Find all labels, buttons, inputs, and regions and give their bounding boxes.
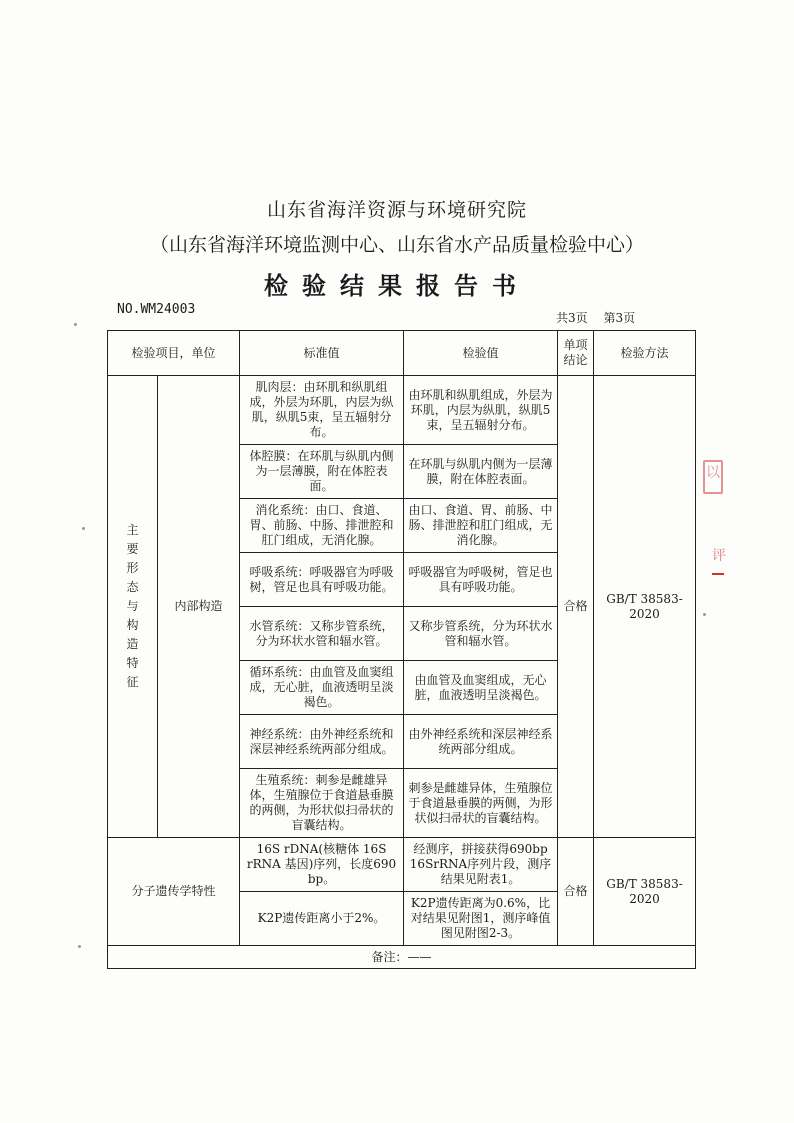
red-stamp-mark: 评 (712, 548, 726, 564)
standard-cell: 生殖系统：刺参是雌雄异体，生殖腺位于食道悬垂膜的两侧，为形状似扫帚状的盲囊结构。 (240, 769, 404, 838)
header-item: 检验项目，单位 (108, 331, 240, 376)
result-cell: K2P遗传距离为0.6%，比对结果见附图1，测序峰值图见附图2-3。 (404, 892, 558, 946)
header-method: 检验方法 (594, 331, 696, 376)
notes-cell: 备注：—— (108, 946, 696, 969)
standard-cell: 呼吸系统：呼吸器官为呼吸树，管足也具有呼吸功能。 (240, 553, 404, 607)
result-cell: 由外神经系统和深层神经系统两部分组成。 (404, 715, 558, 769)
standard-cell: 水管系统：又称步管系统，分为环状水管和辐水管。 (240, 607, 404, 661)
total-pages: 共3页 (556, 311, 588, 325)
report-number: NO.WM24003 (117, 302, 196, 317)
scan-speck (74, 323, 77, 326)
result-cell: 又称步管系统，分为环状水管和辐水管。 (404, 607, 558, 661)
standard-cell: 体腔膜：在环肌与纵肌内侧为一层薄膜，附在体腔表面。 (240, 445, 404, 499)
method-cell: GB/T 38583-2020 (594, 376, 696, 838)
standard-cell: 消化系统：由口、食道、胃、前肠、中肠、排泄腔和肛门组成，无消化腺。 (240, 499, 404, 553)
header-standard: 标准值 (240, 331, 404, 376)
scan-speck (703, 613, 706, 616)
page-indicator (556, 309, 635, 326)
subcategory-internal: 内部构造 (158, 376, 240, 838)
scan-speck (82, 527, 85, 530)
header-result: 检验值 (404, 331, 558, 376)
result-cell: 刺参是雌雄异体，生殖腺位于食道悬垂膜的两侧，为形状似扫帚状的盲囊结构。 (404, 769, 558, 838)
scan-speck (78, 945, 81, 948)
standard-cell: 肌肉层：由环肌和纵肌组成，外层为环肌，内层为纵肌，纵肌5束，呈五辐射分布。 (240, 376, 404, 445)
result-cell: 由环肌和纵肌组成，外层为环肌，内层为纵肌，纵肌5束，呈五辐射分布。 (404, 376, 558, 445)
result-cell: 在环肌与纵肌内侧为一层薄膜，附在体腔表面。 (404, 445, 558, 499)
table-row (108, 376, 696, 445)
institute-name: 山东省海洋资源与环境研究院 (266, 199, 527, 221)
red-stamp-mark: 以 (703, 460, 723, 494)
category-molecular: 分子遗传学特性 (108, 838, 240, 946)
result-cell: 由口、食道、胃、前肠、中肠、排泄腔和肛门组成，无消化腺。 (404, 499, 558, 553)
notes-row (108, 946, 696, 969)
standard-cell: K2P遗传距离小于2%。 (240, 892, 404, 946)
standard-cell: 神经系统：由外神经系统和深层神经系统两部分组成。 (240, 715, 404, 769)
institute-subname: （山东省海洋环境监测中心、山东省水产品质量检验中心） (149, 234, 644, 256)
inspection-table (107, 330, 696, 969)
result-cell: 由血管及血窦组成，无心脏，血液透明呈淡褐色。 (404, 661, 558, 715)
standard-cell: 16S rDNA(核糖体 16S rRNA 基因)序列，长度690 bp。 (240, 838, 404, 892)
result-cell: 经测序，拼接获得690bp 16SrRNA序列片段，测序结果见附表1。 (404, 838, 558, 892)
method-cell: GB/T 38583-2020 (594, 838, 696, 946)
report-title: 检验结果报告书 (264, 271, 530, 300)
table-row (108, 838, 696, 892)
conclusion-cell: 合格 (558, 376, 594, 838)
standard-cell: 循环系统：由血管及血窦组成，无心脏，血液透明呈淡褐色。 (240, 661, 404, 715)
result-cell: 呼吸器官为呼吸树，管足也具有呼吸功能。 (404, 553, 558, 607)
category-morphology: 主要形态与构造特征 (108, 376, 158, 838)
red-stamp-line (712, 573, 724, 575)
header-conclusion: 单项结论 (558, 331, 594, 376)
conclusion-cell: 合格 (558, 838, 594, 946)
current-page: 第3页 (603, 311, 636, 325)
table-header-row (108, 331, 696, 376)
